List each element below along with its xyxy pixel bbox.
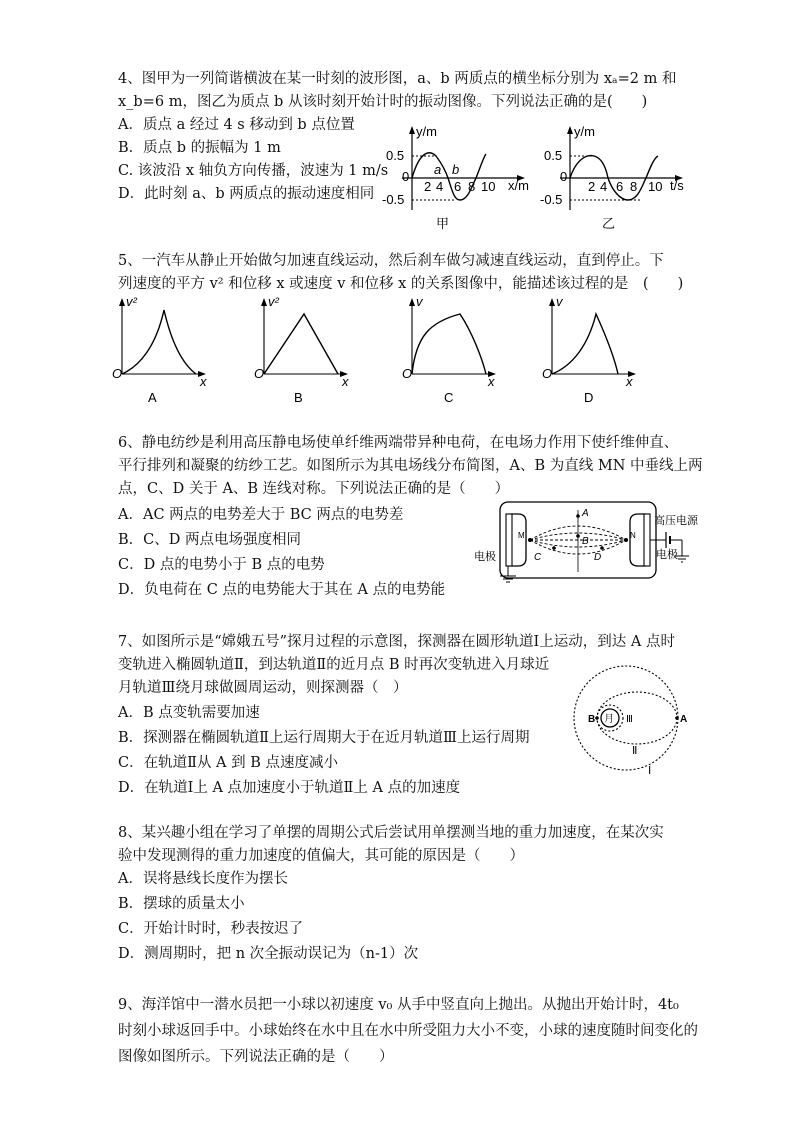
q6-label-b: B xyxy=(582,536,589,547)
jia-tick-2: 2 xyxy=(424,179,432,194)
q5-d-xlabel: x xyxy=(626,374,633,389)
q5-b-xlabel: x xyxy=(342,374,349,389)
question-6-line-3: 点，C、D 关于 A、B 连线对称。下列说法正确的是（ ） xyxy=(118,481,510,497)
question-4-line-2: x_b=6 m，图乙为质点 b 从该时刻开始计时的振动图像。下列说法正确的是( ) xyxy=(118,94,648,110)
q5-d-caption: D xyxy=(584,390,594,405)
q6-label-a: A xyxy=(582,508,589,519)
q5-graph-a xyxy=(112,296,207,405)
q5-c-origin: O xyxy=(402,366,413,381)
option-7d: D．在轨道Ⅰ上 A 点加速度小于轨道Ⅱ上 A 点的加速度 xyxy=(118,780,461,796)
jia-caption: 甲 xyxy=(436,216,450,231)
jia-xlabel: x/m xyxy=(508,178,529,193)
jia-point-b: b xyxy=(452,162,460,177)
moon-label: 月 xyxy=(604,714,614,725)
option-6b: B．C、D 两点电场强度相同 xyxy=(118,532,301,548)
q5-graph-d xyxy=(542,296,636,405)
q6-electrode-right: 电极 xyxy=(656,549,678,561)
question-9 xyxy=(118,992,738,1070)
yi-tick-2: 2 xyxy=(588,179,596,194)
question-8-line-2: 验中发现测得的重力加速度的值偏大，其可能的原因是（ ） xyxy=(118,848,524,864)
question-9-line-1: 9、海洋馆中一潜水员把一小球以初速度 v₀ 从手中竖直向上抛出。从抛出开始计时，4t₀ xyxy=(118,997,679,1013)
yi-ytop: 0.5 xyxy=(544,148,563,163)
jia-ytop: 0.5 xyxy=(386,148,405,163)
q6-label-m: M xyxy=(518,531,525,540)
option-4c: C. 该波沿 x 轴负方向传播，波速为 1 m/s xyxy=(118,163,389,179)
q5-d-ylabel: v xyxy=(556,296,563,309)
q7-point-b: B xyxy=(588,714,596,725)
option-8a: A．误将悬线长度作为摆长 xyxy=(118,871,288,887)
q5-b-ylabel: v² xyxy=(268,296,279,309)
question-6-line-2: 平行排列和凝聚的纺纱工艺。如图所示为其电场线分布简图，A、B 为直线 MN 中垂线上两 xyxy=(118,458,703,474)
option-8b: B．摆球的质量太小 xyxy=(118,896,245,912)
q5-graph-c xyxy=(402,296,496,405)
option-7c: C．在轨道Ⅱ从 A 到 B 点速度减小 xyxy=(118,755,339,771)
q5-b-caption: B xyxy=(294,390,303,405)
question-8-line-1: 8、某兴趣小组在学习了单摆的周期公式后尝试用单摆测当地的重力加速度，在某次实 xyxy=(118,825,664,841)
orbit-3-label: Ⅲ xyxy=(626,714,633,725)
q6-label-n: N xyxy=(630,531,636,540)
question-6-options xyxy=(118,504,478,602)
question-7-line-1: 7、如图所示是“嫦娥五号”探月过程的示意图，探测器在圆形轨道Ⅰ上运动，到达 A 点时 xyxy=(118,634,675,650)
yi-tick-4: 4 xyxy=(600,179,608,194)
question-4-options xyxy=(118,114,398,206)
jia-ybottom: -0.5 xyxy=(382,192,405,207)
question-4 xyxy=(118,68,738,114)
yi-tick-8: 8 xyxy=(630,179,638,194)
q5-graphs xyxy=(100,296,660,408)
question-6 xyxy=(118,432,738,501)
jia-point-a: a xyxy=(434,162,442,177)
q6-power-label: 高压电源 xyxy=(654,515,698,527)
question-9-line-2: 时刻小球返回手中。小球始终在水中且在水中所受阻力大小不变，小球的速度随时间变化的 xyxy=(118,1023,698,1039)
q7-point-a: A xyxy=(680,714,688,725)
yi-caption: 乙 xyxy=(602,216,616,231)
question-5-line-2: 列速度的平方 v² 和位移 x 或速度 v 和位移 x 的关系图像中，能描述该过程的是 ( ) xyxy=(118,276,684,292)
question-4-line-1: 4、图甲为一列简谐横波在某一时刻的波形图，a、b 两质点的横坐标分别为 xₐ=2 m 和 xyxy=(118,71,677,87)
q5-a-origin: O xyxy=(112,366,123,381)
question-7-options xyxy=(118,702,558,800)
question-9-line-3: 图像如图所示。下列说法正确的是（ ） xyxy=(118,1049,394,1065)
q5-d-origin: O xyxy=(542,366,553,381)
vibration-graph-yi xyxy=(530,120,690,235)
yi-ylabel: y/m xyxy=(574,124,595,139)
option-4d: D．此时刻 a、b 两质点的振动速度相同 xyxy=(118,186,375,202)
option-4a: A．质点 a 经过 4 s 移动到 b 点位置 xyxy=(118,117,355,133)
wave-graph-jia xyxy=(380,120,530,235)
q5-c-ylabel: v xyxy=(416,296,423,309)
option-6a: A．AC 两点的电势差大于 BC 两点的电势差 xyxy=(118,507,404,523)
yi-ybottom: -0.5 xyxy=(540,192,563,207)
question-8-options xyxy=(118,868,558,966)
yi-tick-6: 6 xyxy=(616,179,624,194)
q5-a-caption: A xyxy=(148,390,157,405)
jia-origin: 0 xyxy=(402,169,410,184)
question-8 xyxy=(118,822,738,868)
yi-xlabel: t/s xyxy=(670,178,684,193)
option-7b: B．探测器在椭圆轨道Ⅱ上运行周期大于在近月轨道Ⅲ上运行周期 xyxy=(118,730,530,746)
q6-label-c: C xyxy=(534,552,542,563)
option-8c: C．开始计时时，秒表按迟了 xyxy=(118,921,304,937)
orbit-2-label: Ⅱ xyxy=(632,745,638,757)
q5-a-xlabel: x xyxy=(200,374,207,389)
jia-tick-4: 4 xyxy=(436,179,444,194)
jia-tick-10: 10 xyxy=(481,179,496,194)
q5-b-origin: O xyxy=(254,366,265,381)
question-7-line-2: 变轨进入椭圆轨道Ⅱ，到达轨道Ⅱ的近月点 B 时再次变轨进入月球近 xyxy=(118,657,550,673)
q6-electrode-left: 电极 xyxy=(474,551,496,563)
q5-c-caption: C xyxy=(444,390,454,405)
question-5 xyxy=(118,250,738,296)
question-6-line-1: 6、静电纺纱是利用高压静电场使单纤维两端带异种电荷，在电场力作用下使纤维伸直、 xyxy=(118,435,679,451)
option-8d: D．测周期时，把 n 次全振动误记为（n-1）次 xyxy=(118,946,419,962)
lunar-orbit-figure xyxy=(560,662,700,782)
q5-a-ylabel: v² xyxy=(126,296,137,309)
q5-graph-b xyxy=(254,296,349,405)
q6-label-d: D xyxy=(594,552,602,563)
electrostatic-field-figure xyxy=(470,496,702,588)
orbit-1-label: Ⅰ xyxy=(648,765,652,777)
jia-tick-8: 8 xyxy=(468,179,476,194)
option-7a: A．B 点变轨需要加速 xyxy=(118,705,260,721)
yi-tick-10: 10 xyxy=(648,179,663,194)
yi-origin: 0 xyxy=(560,169,568,184)
question-5-line-1: 5、一汽车从静止开始做匀加速直线运动，然后刹车做匀减速直线运动，直到停止。下 xyxy=(118,253,664,269)
question-7-line-3: 月轨道Ⅲ绕月球做圆周运动，则探测器（ ） xyxy=(118,680,408,696)
option-4b: B．质点 b 的振幅为 1 m xyxy=(118,140,281,156)
option-6c: C．D 点的电势小于 B 点的电势 xyxy=(118,557,325,573)
option-6d: D．负电荷在 C 点的电势能大于其在 A 点的电势能 xyxy=(118,582,446,598)
jia-tick-6: 6 xyxy=(454,179,462,194)
jia-ylabel: y/m xyxy=(416,124,437,139)
q5-c-xlabel: x xyxy=(488,374,495,389)
